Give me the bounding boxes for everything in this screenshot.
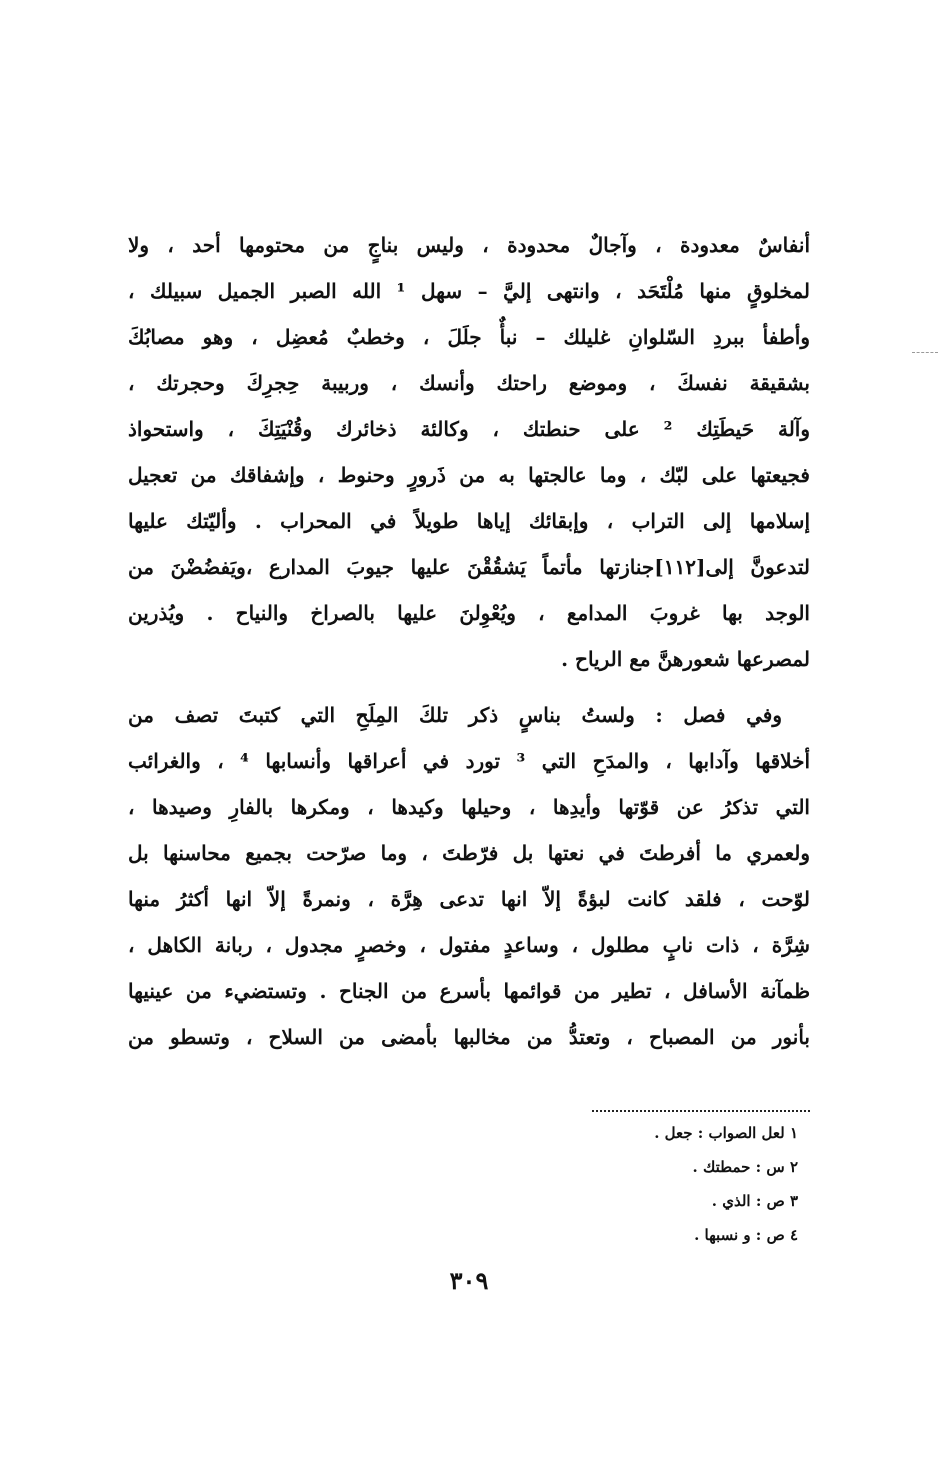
- text-line: أخلاقها وآدابها ، والمدَحِ التي ³ تورد في أعراقها وأنسابها ⁴ ، والغرائب: [128, 749, 810, 773]
- text-line: أنفاسٌ معدودة ، وآجالٌ محدودة ، وليس بناجٍ من محتومها أحد ، ولا: [128, 233, 810, 257]
- footnote: ٤ ص : و نسبها .: [694, 1226, 798, 1244]
- footnote: ٣ ص : الذي .: [711, 1192, 798, 1210]
- text-line: فجيعتها على لبّك ، وما عالجتها به من ذَرورٍ وحنوط ، وإشفاقك من تعجيل: [128, 463, 810, 487]
- text-line: ظمآنة الأسافل ، تطير من قوائمها بأسرع من الجناح . وتستضيء من عينيها: [128, 979, 810, 1003]
- footnote: ٢ س : حمطتك .: [692, 1158, 798, 1176]
- margin-mark: [912, 352, 938, 353]
- text-line: لتدعونَّ إلى[١١٢]جنازتها مأتماً يَشقُقْنَ عليها جيوبَ المدارع ،ويَفضُضْنَ من: [128, 555, 810, 579]
- page-number: ٣٠٩: [449, 1266, 489, 1295]
- paragraph-gap: [128, 682, 810, 692]
- text-line: ولعمري ما أفرطتَ في نعتها بل فرّطتَ ، وما صرّحت بجميع محاسنها بل: [128, 841, 810, 865]
- text-line: وأطفأ ببردِ السّلوانِ غليلك – نبأٌ جلَلَ ، وخطبٌ مُعضِل ، وهو مصابُكَ: [128, 325, 810, 349]
- footnote-separator: [592, 1110, 810, 1112]
- text-line: شِرَّة ، ذات نابٍ مطلول ، وساعدٍ مفتول ، وخصرٍ مجدول ، ربانة الكاهل ،: [128, 933, 810, 957]
- footnotes: [538, 1116, 798, 1252]
- text-line: وفي فصل : ولستُ بناسٍ ذكر تلكَ المِلَحِ التي كتبتَ تصف من: [128, 703, 782, 727]
- main-text: [128, 222, 810, 1060]
- text-line: بشقيقة نفسكَ ، وموضع راحتك وأنسك ، وربيبة حِجرِكَ وحجرتك ،: [128, 371, 810, 395]
- paragraph-2: [128, 692, 810, 1060]
- paragraph-1: [128, 222, 810, 682]
- text-line: بأنور من المصباح ، وتعتدُّ من مخالبها بأمضى من السلاح ، وتسطو من: [128, 1025, 810, 1049]
- text-line: التي تذكرُ عن قوّتها وأيدِها ، وحيلها وكيدها ، ومكرها بالفارِ وصيدها ،: [128, 795, 810, 819]
- text-line: الوجد بها غروبَ المدامع ، ويُعْوِلنَ عليها بالصراخ والنياح . ويُذرين: [128, 601, 810, 625]
- text-line: لمصرعها شعورهنَّ مع الرياح .: [561, 647, 810, 671]
- text-line: لمخلوقٍ منها مُلْتَحَد ، وانتهى إليَّ – سهل ¹ الله الصبر الجميل سبيلك ،: [128, 279, 810, 303]
- text-line: وآلة حَيطَتِك ² على حنطتك ، وكالئة ذخائرك وقُنْيَتِكَ ، واستحواذ: [128, 417, 810, 441]
- text-line: إسلامها إلى التراب ، وإبقائك إياها طويلاً في المحراب . وأليّتك عليها: [128, 509, 810, 533]
- footnote: ١ لعل الصواب : جعل .: [654, 1124, 798, 1142]
- text-line: لوّحت ، فلقد كانت لبؤةً إلاّ انها تدعى هِرَّة ، ونمرةً إلاّ انها أكثرُ منها: [128, 887, 810, 911]
